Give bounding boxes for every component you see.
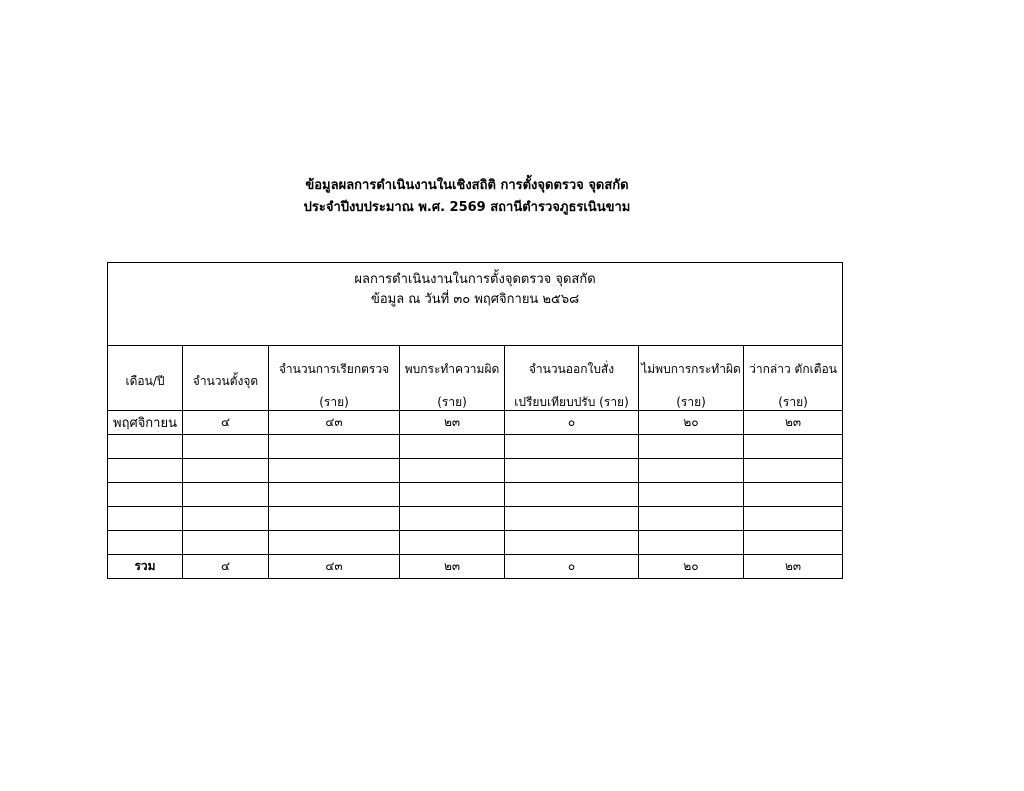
table-header-row <box>108 346 843 411</box>
table-cell-month <box>108 507 183 531</box>
column-header-month <box>108 346 183 411</box>
table-caption-title: ผลการดำเนินงานในการตั้งจุดตรวจ จุดสกัด <box>354 272 596 287</box>
table-cell-month <box>108 483 183 507</box>
table-caption-row <box>108 263 843 346</box>
table-cell <box>400 531 505 555</box>
table-cell <box>744 531 843 555</box>
column-header-label: เดือน/ปี <box>125 374 165 388</box>
document-title: ข้อมูลผลการดำเนินงานในเชิงสถิติ การตั้งจุดตรวจ จุดสกัด <box>305 178 629 193</box>
table-cell <box>505 459 639 483</box>
table-cell-month <box>108 435 183 459</box>
table-total-row <box>108 555 843 579</box>
total-cell: ๒๐ <box>639 555 744 579</box>
table-cell-month: พฤศจิกายน <box>108 411 183 435</box>
table-cell <box>269 435 400 459</box>
total-cell: ๒๓ <box>744 555 843 579</box>
table-cell <box>183 435 269 459</box>
table-cell: ๒๓ <box>744 411 843 435</box>
table-cell <box>639 507 744 531</box>
table-cell <box>744 459 843 483</box>
column-header-label: ไม่พบการกระทำผิด <box>641 362 741 376</box>
table-cell: ๔๓ <box>269 411 400 435</box>
column-header-tickets <box>505 346 639 411</box>
column-header-unit: (ราย) <box>437 395 467 409</box>
total-cell: ๔ <box>183 555 269 579</box>
table-cell: ๒๐ <box>639 411 744 435</box>
column-header-checkpoints <box>183 346 269 411</box>
column-header-unit: (ราย) <box>676 395 706 409</box>
column-header-label: พบกระทำความผิด <box>404 362 500 376</box>
table-cell <box>744 507 843 531</box>
table-cell <box>400 507 505 531</box>
table-cell: ๒๓ <box>400 411 505 435</box>
table-cell <box>505 531 639 555</box>
column-header-label: จำนวนออกใบสั่ง <box>528 362 615 376</box>
column-header-inspections <box>269 346 400 411</box>
table-cell <box>639 483 744 507</box>
table-cell <box>505 483 639 507</box>
table-cell <box>639 435 744 459</box>
table-cell <box>400 435 505 459</box>
table-cell <box>269 459 400 483</box>
total-label: รวม <box>108 555 183 579</box>
table-row <box>108 507 843 531</box>
table-cell <box>183 459 269 483</box>
column-header-label: จำนวนการเรียกตรวจ <box>278 362 390 376</box>
table-row <box>108 435 843 459</box>
column-header-unit: เปรียบเทียบปรับ (ราย) <box>514 395 629 409</box>
table-caption <box>108 263 843 346</box>
column-header-label: ว่ากล่าว ตักเตือน <box>749 362 837 376</box>
table-cell <box>639 531 744 555</box>
table-cell <box>639 459 744 483</box>
table-cell <box>505 507 639 531</box>
table-cell <box>505 435 639 459</box>
document-subtitle: ประจำปีงบประมาณ พ.ศ. 2569 สถานีตำรวจภูธรเนินขาม <box>303 200 631 215</box>
table-cell: ๔ <box>183 411 269 435</box>
table-row <box>108 459 843 483</box>
table-cell <box>400 459 505 483</box>
column-header-unit: (ราย) <box>319 395 349 409</box>
total-cell: ๒๓ <box>400 555 505 579</box>
table-row <box>108 531 843 555</box>
column-header-warnings <box>744 346 843 411</box>
total-cell: ๐ <box>505 555 639 579</box>
table-cell-month <box>108 459 183 483</box>
table-row <box>108 483 843 507</box>
table-cell <box>744 435 843 459</box>
table-cell <box>183 531 269 555</box>
table-cell <box>269 531 400 555</box>
table-cell <box>269 483 400 507</box>
table-cell <box>183 507 269 531</box>
column-header-unit: (ราย) <box>778 395 808 409</box>
table-cell <box>400 483 505 507</box>
table-cell-month <box>108 531 183 555</box>
table-cell <box>183 483 269 507</box>
table-cell <box>269 507 400 531</box>
column-header-no-offense <box>639 346 744 411</box>
table-cell <box>744 483 843 507</box>
column-header-label: จำนวนตั้งจุด <box>192 374 259 388</box>
column-header-offenses <box>400 346 505 411</box>
table-row <box>108 411 843 435</box>
report-table <box>107 262 843 579</box>
total-cell: ๔๓ <box>269 555 400 579</box>
table-cell: ๐ <box>505 411 639 435</box>
table-caption-date: ข้อมูล ณ วันที่ ๓๐ พฤศจิกายน ๒๕๖๘ <box>370 292 580 307</box>
